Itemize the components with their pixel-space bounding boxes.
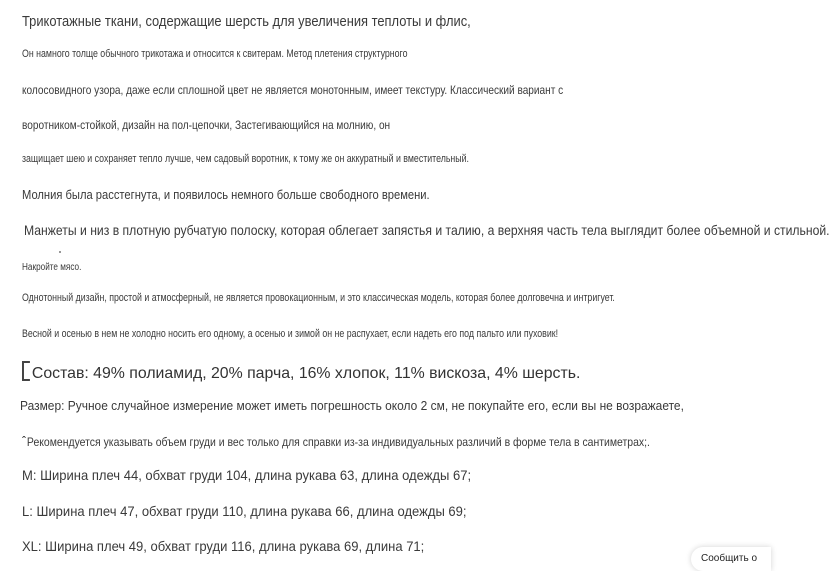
size-row-xl: XL: Ширина плеч 49, обхват груди 116, длина рукава 69, длина 71; [22, 538, 425, 554]
description-line: воротником-стойкой, дизайн на пол-цепочки, Застегивающийся на молнию, он [22, 118, 391, 132]
description-line: колосовидного узора, даже если сплошной цвет не является монотонным, имеет текстуру. Классический вариант с [22, 83, 564, 97]
description-line: Молния была расстегнута, и появилось немного больше свободного времени. [22, 187, 430, 202]
composition-line [22, 361, 580, 383]
description-line: Трикотажные ткани, содержащие шерсть для увеличения теплоты и флис, [22, 13, 471, 30]
size-row-l: L: Ширина плеч 47, обхват груди 110, длина рукава 66, длина одежды 69; [22, 503, 467, 519]
size-note-line: Размер: Ручное случайное измерение может иметь погрешность около 2 см, не покупайте его, если вы не возражаете, [20, 398, 684, 413]
description-line: Однотонный дизайн, простой и атмосферный, не является провокационным, и это классическая модель, которая более долговечна и интригует. [22, 292, 615, 304]
description-line: Накройте мясо. [22, 262, 82, 273]
bracket-icon: ˆ [22, 433, 27, 449]
description-line: Манжеты и низ в плотную рубчатую полоску, которая облегает запястья и талию, а верхняя часть тела выглядит более объемной и стильной. [24, 222, 830, 238]
report-button[interactable]: Сообщить о [691, 547, 771, 571]
stray-dot [59, 251, 61, 253]
recommendation-line [22, 433, 650, 449]
bracket-icon [22, 361, 30, 381]
recommendation-text: Рекомендуется указывать объем груди и вес только для справки из-за индивидуальных различий в форме тела в сантиметрах;. [26, 435, 650, 449]
size-row-m: M: Ширина плеч 44, обхват груди 104, длина рукава 63, длина одежды 67; [22, 467, 472, 483]
composition-text: Состав: 49% полиамид, 20% парча, 16% хлопок, 11% вискоза, 4% шерсть. [31, 365, 581, 382]
description-line: Он намного толще обычного трикотажа и относится к свитерам. Метод плетения структурного [22, 48, 408, 60]
description-line: Весной и осенью в нем не холодно носить его одному, а осенью и зимой он не распухает, если надеть его под пальто или пуховик! [22, 328, 559, 340]
description-line: защищает шею и сохраняет тепло лучше, чем садовый воротник, к тому же он аккуратный и вместительный. [22, 153, 469, 165]
